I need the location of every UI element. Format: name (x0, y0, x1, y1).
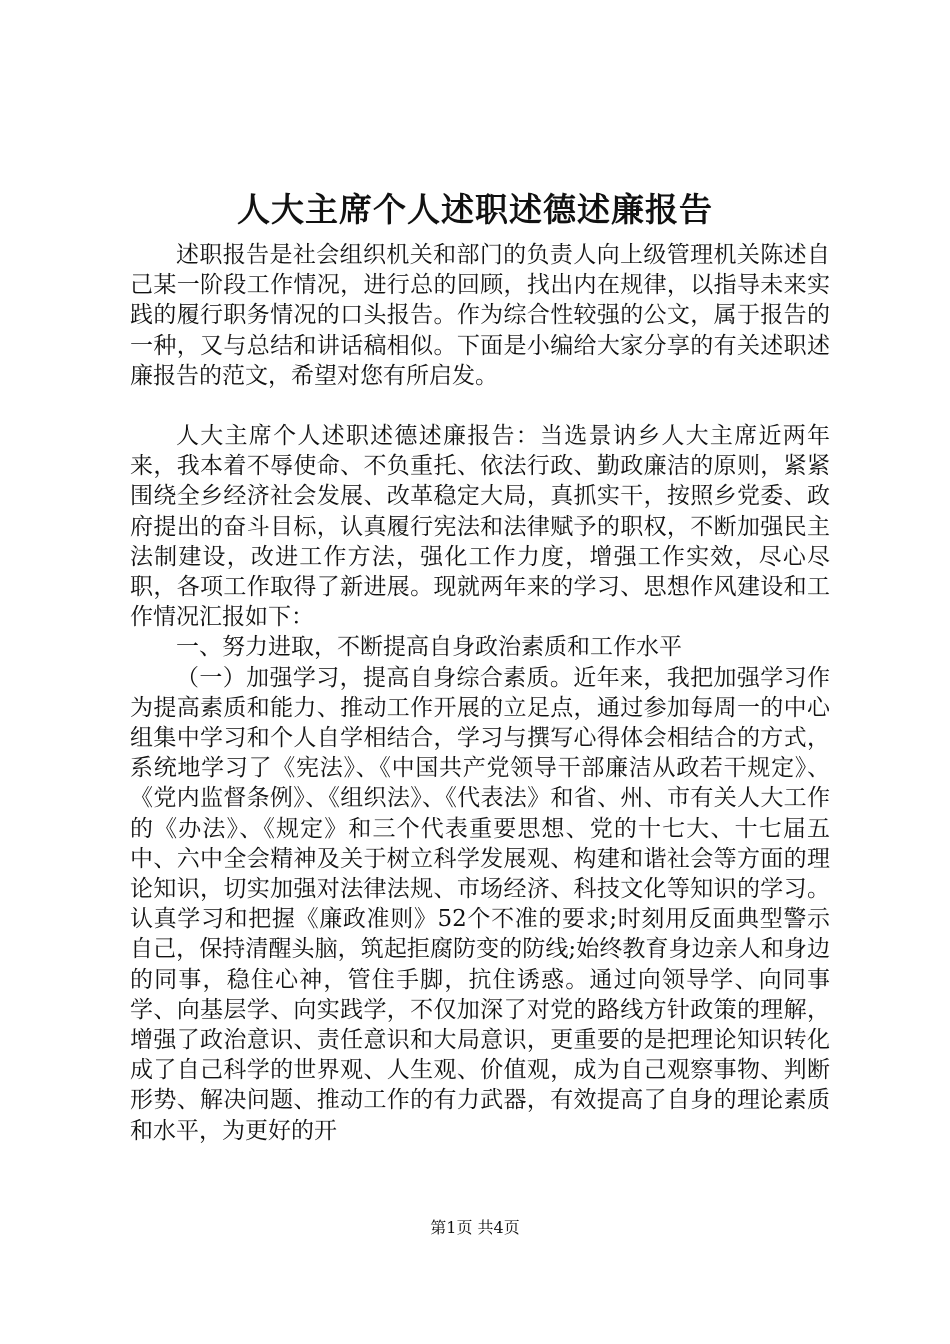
subsection-paragraph-1: （一）加强学习，提高自身综合素质。近年来，我把加强学习作为提高素质和能力、推动工作开展的立足点，通过参加每周一的中心组集中学习和个人自学相结合，学习与撰写心得体会相结合的方式，系统地学习了《宪法》、《中国共产党领导干部廉洁从政若干规定》、《党内监督条例》、《组织法》、《代表法》和省、州、市有关人大工作的《办法》、《规定》和三个代表重要思想、党的十七大、十七届五中、六中全会精神及关于树立科学发展观、构建和谐社会等方面的理论知识，切实加强对法律法规、市场经济、科技文化等知识的学习。认真学习和把握《廉政准则》52个不准的要求;时刻用反面典型警示自己，保持清醒头脑，筑起拒腐防变的防线;始终教育身边亲人和身边的同事，稳住心神，管住手脚，抗住诱惑。通过向领导学、向同事学、向基层学、向实践学，不仅加深了对党的路线方针政策的理解，增强了政治意识、责任意识和大局意识，更重要的是把理论知识转化成了自己科学的世界观、人生观、价值观，成为自己观察事物、判断形势、解决问题、推动工作的有力武器，有效提高了自身的理论素质和水平，为更好的开 (130, 664, 830, 1144)
document-body (130, 240, 830, 1146)
page-footer: 第1页 共4页 (430, 1218, 520, 1237)
section-heading-1: 一、努力进取，不断提高自身政治素质和工作水平 (176, 634, 682, 661)
document-title: 人大主席个人述职述德述廉报告 (237, 190, 713, 229)
report-opening-paragraph: 人大主席个人述职述德述廉报告：当选景讷乡人大主席近两年来，我本着不辱使命、不负重托、依法行政、勤政廉洁的原则，紧紧围绕全乡经济社会发展、改革稳定大局，真抓实干，按照乡党委、政府提出的奋斗目标，认真履行宪法和法律赋予的职权，不断加强民主法制建设，改进工作方法，强化工作力度，增强工作实效，尽心尽职，各项工作取得了新进展。现就两年来的学习、思想作风建设和工作情况汇报如下： (130, 423, 830, 631)
intro-paragraph: 述职报告是社会组织机关和部门的负责人向上级管理机关陈述自己某一阶段工作情况，进行总的回顾，找出内在规律，以指导未来实践的履行职务情况的口头报告。作为综合性较强的公文，属于报告的一种，又与总结和讲话稿相似。下面是小编给大家分享的有关述职述廉报告的范文，希望对您有所启发。 (130, 242, 830, 389)
